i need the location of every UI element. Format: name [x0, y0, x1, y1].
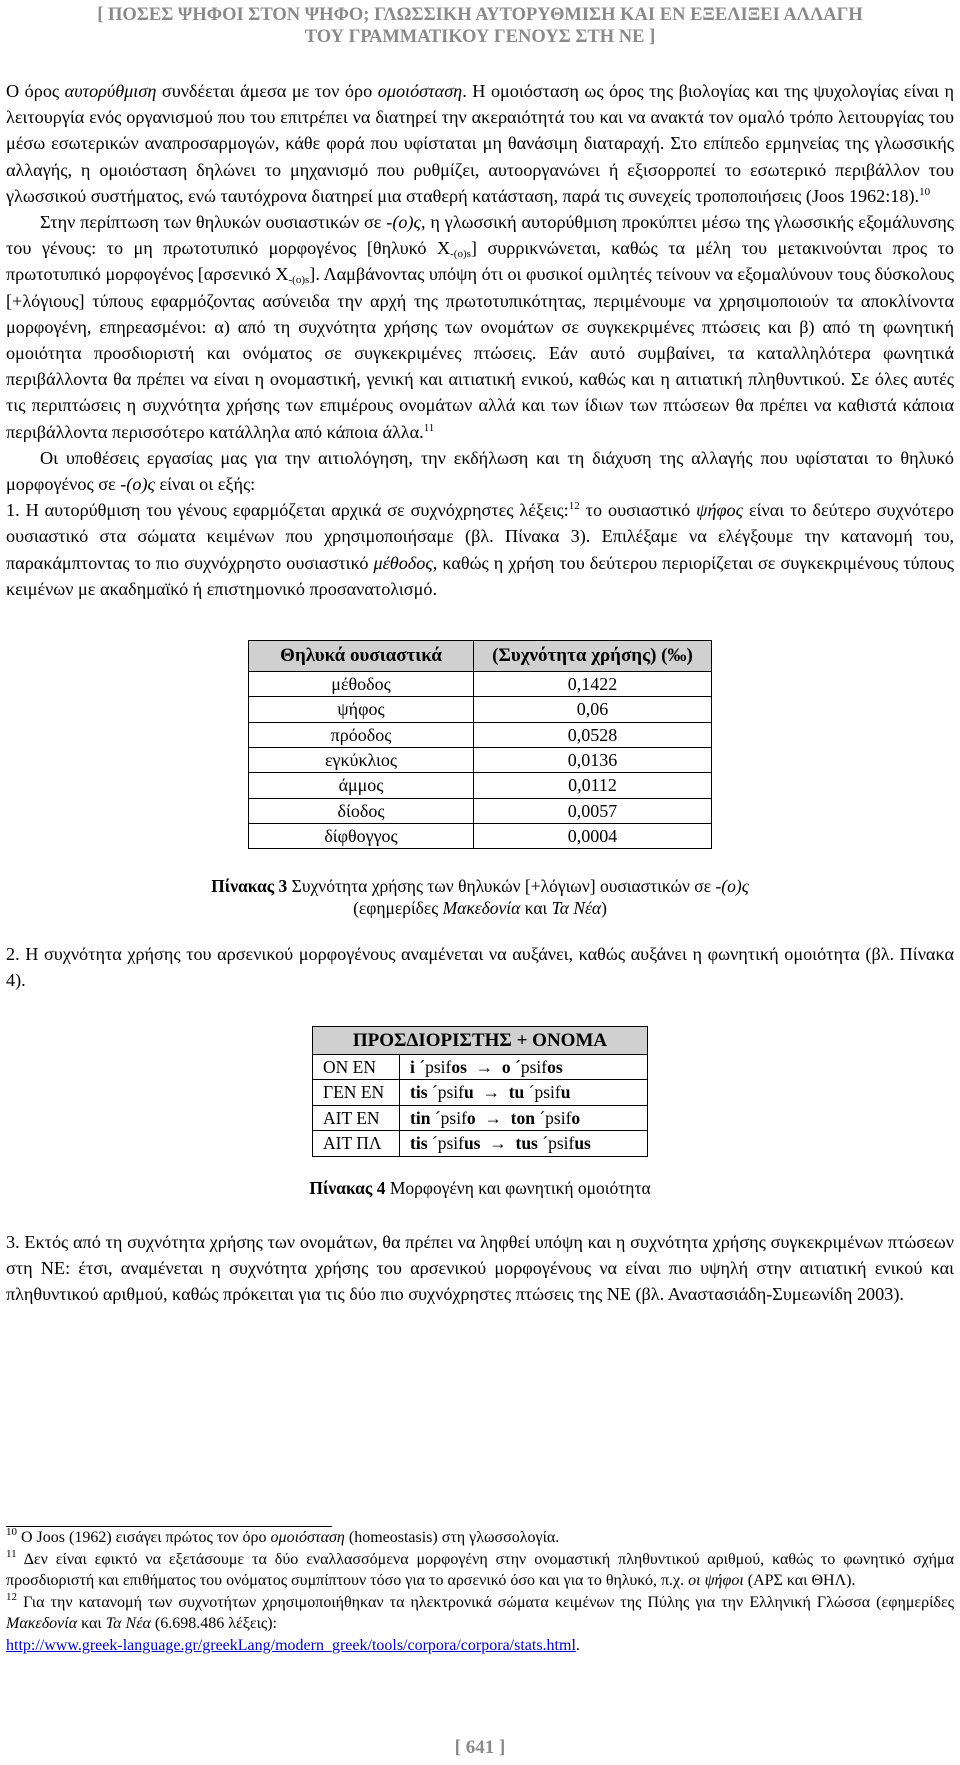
table-3 — [248, 640, 712, 849]
hypothesis-2: 2. Η συχνότητα χρήσης του αρσενικού μορφογένους αναμένεται να αυξάνει, καθώς αυξάνει η φωνητική ομοιότητα (βλ. Πίνακα 4). — [6, 944, 954, 991]
arrow-icon: → — [482, 1082, 500, 1103]
table-row: ΟΝ ΕΝ i ´psifos → o ´psifos — [313, 1054, 648, 1080]
hypothesis-1: 1. Η αυτορύθμιση του γένους εφαρμόζεται αρχικά σε συχνόχρηστες λέξεις:$^{12}$ το ουσιαστικό ψήφος είναι το δεύτερο συχνότερο ουσιαστικό στα σώματα κειμένων που χρησιμοποιήσαμε (βλ. Πίνακα 3). Επιλέξαμε να ελέγξουμε την κατανομή του, παρακάμπτοντας το πιο συχνόχρηστο ουσιαστικό μέθοδος, καθώς η χρήση του δεύτερου περιορίζεται σε συγκεκριμένους τύπους κειμένων με ακαδημαϊκό ή επιστημονικό προσανατολισμό. — [6, 500, 954, 599]
header-line-2: ΤΟΥ ΓΡΑΜΜΑΤΙΚΟΥ ΓΕΝΟΥΣ ΣΤΗ ΝΕ ] — [304, 27, 656, 47]
paragraph-1: Ο όρος αυτορύθμιση συνδέεται άμεσα με τον όρο ομοιόσταση. Η ομοιόσταση ως όρος της βιολογίας και της ψυχολογίας είναι η λειτουργία ενός οργανισμού που του επιτρέπει να διατηρεί την ακεραιότητά του και να ανακτά τον ομαλό τρόπο λειτουργίας του μέσω εσωτερικών αναπροσαρμογών, κάθε φορά που υφίσταται μη θανάσιμη διαταραχή. Στο επίπεδο ερμηνείας της γλωσσικής αλλαγής, η ομοιόσταση δηλώνει το μηχανισμό που ρυθμίζει, αυτοοργανώνει ή εξισορροπεί το εσωτερικό περιβάλλον του γλωσσικού συστήματος, ενώ ταυτόχρονα διατηρεί μια σταθερή κατάσταση, παρά τις συνεχείς τροποποιήσεις (Joos 1962:18).$^{10}$ — [6, 81, 954, 206]
table-3-header-frequency: (Συχνότητα χρήσης) (‰) — [474, 641, 712, 672]
table-row: ΓΕΝ ΕΝ tis ´psifu → tu ´psifu — [313, 1080, 648, 1106]
table-row: εγκύκλιος 0,0136 — [249, 747, 712, 772]
footnote-10: $^{10}$ Ο Joos (1962) εισάγει πρώτος τον όρο ομοιόσταση (homeostasis) στη γλωσσολογία. — [6, 1526, 560, 1546]
table-row: δίοδος 0,0057 — [249, 798, 712, 823]
running-header — [0, 4, 960, 48]
arrow-icon: → — [475, 1056, 494, 1077]
footnote-ref-10[interactable]: 10 — [919, 185, 931, 198]
table-row: ψήφος 0,06 — [249, 697, 712, 722]
main-text — [6, 78, 954, 1307]
table-row: ΑΙΤ ΕΝ tin ´psifo → ton ´psifo — [313, 1105, 648, 1131]
table-3-header-nouns: Θηλυκά ουσιαστικά — [249, 641, 474, 672]
paragraph-3: Οι υποθέσεις εργασίας μας για την αιτιολόγηση, την εκδήλωση και τη διάχυση της αλλαγής που υφίσταται το θηλυκό μορφογένος σε -(ο)ς είναι οι εξής: — [6, 447, 954, 495]
table-row: άμμος 0,0112 — [249, 773, 712, 798]
header-line-1: [ ΠΟΣΕΣ ΨΗΦΟΙ ΣΤΟΝ ΨΗΦΟ; ΓΛΩΣΣΙΚΗ ΑΥΤΟΡΥΘΜΙΣΗ ΚΑΙ ΕΝ ΕΞΕΛΙΞΕΙ ΑΛΛΑΓΗ — [97, 5, 863, 25]
corpus-stats-link[interactable]: http://www.greek-language.gr/greekLang/modern_greek/tools/corpora/corpora/stats.html — [6, 1636, 576, 1654]
table-4-header: ΠΡΟΣΔΙΟΡΙΣΤΗΣ + ΟΝΟΜΑ — [313, 1026, 648, 1054]
footnote-11: $^{11}$ Δεν είναι εφικτό να εξετάσουμε τα δύο εναλλασσόμενα μορφογένη στην ονομαστική πληθυντικού αριθμού, καθώς το φωνητικό σχήμα προσδιοριστή και επιθήματος του ονόματος συμπίπτουν τόσο για το αρσενικό όσο και για το θηλυκό, π.χ. οι ψήφοι (ΑΡΣ και ΘΗΛ). — [6, 1547, 954, 1589]
footnote-12: $^{12}$ Για την κατανομή των συχνοτήτων χρησιμοποιήθηκαν τα ηλεκτρονικά σώματα κειμένων της Πύλης για την Ελληνική Γλώσσα (εφημερίδες Μακεδονία και Τα Νέα (6.698.486 λέξεις): http://www.greek-language.gr/greekLang/modern_greek/tools/corpora/corpora/stats.html. — [6, 1590, 954, 1654]
arrow-icon: → — [484, 1107, 502, 1128]
arrow-icon: → — [489, 1133, 507, 1154]
table-3-caption: Πίνακας 3 Συχνότητα χρήσης των θηλυκών [+λόγιων] ουσιαστικών σε -(ο)ς (εφημερίδες Μακεδονία και Τα Νέα) — [211, 876, 749, 919]
footnote-ref-12[interactable]: 12 — [568, 500, 580, 513]
paragraph-2: Στην περίπτωση των θηλυκών ουσιαστικών σε -(ο)ς, η γλωσσική αυτορύθμιση προκύπτει μέσω της γλωσσικής εξομάλυνσης του γένους: το μη πρωτοτυπικό μορφογένος [θηλυκό $X_{-(o)s}$] συρρικνώνεται, καθώς τα μέλη του μετακινούνται προς το πρωτοτυπικό μορφογένος [αρσενικό $X_{-(o)s}$]. Λαμβάνοντας υπόψη ότι οι φυσικοί ομιλητές τείνουν να εξομαλύνουν τους δύσκολους [+λόγιους] τύπους εφαρμόζοντας ασύνειδα την αρχή της πρωτοτυπικότητας, περιμένουμε να χρησιμοποιούν τα αποκλίνοντα μορφογένη, επηρεασμένοι: α) από τη συχνότητα χρήσης των ονομάτων σε συγκεκριμένες πτώσεις και β) από τη φωνητική ομοιότητα προσδιοριστή και ονόματος σε συγκεκριμένες πτώσεις. Εάν αυτό συμβαίνει, τα καταλληλότερα φωνητικά περιβάλλοντα θα πρέπει να είναι η ονομαστική, γενική και αιτιατική ενικού, καθώς και η αιτιατική πληθυντικού. Σε όλες αυτές τις περιπτώσεις η συχνότητα χρήσης των επιμέρους ονομάτων αλλά και των ίδιων των πτώσεων θα πρέπει να καθιστά κάποια περιβάλλοντα περισσότερο κατάλληλα από κάποια άλλα.$^{11}$ — [6, 212, 954, 442]
hypothesis-3: 3. Εκτός από τη συχνότητα χρήσης των ονομάτων, θα πρέπει να ληφθεί υπόψη και η συχνότητα χρήσης συγκεκριμένων πτώσεων στη ΝΕ: έτσι, αναμένεται η συχνότητα χρήσης του αρσενικού μορφογένους να είναι πιο υψηλή στην αιτιατική ενικού και πληθυντικού αριθμού, καθώς πρόκειται για τις δύο πιο συχνόχρηστες πτώσεις της ΝΕ (βλ. Αναστασιάδη-Συμεωνίδη 2003). — [6, 1231, 954, 1304]
table-4-caption: Πίνακας 4 Μορφογένη και φωνητική ομοιότητα — [309, 1177, 651, 1198]
table-row: πρόοδος 0,0528 — [249, 722, 712, 747]
table-4 — [312, 1026, 648, 1157]
table-row: ΑΙΤ ΠΛ tis ´psifus → tus ´psifus — [313, 1131, 648, 1157]
table-row: μέθοδος 0,1422 — [249, 672, 712, 697]
table-row: δίφθογγος 0,0004 — [249, 823, 712, 848]
page-number: [ 641 ] — [454, 1737, 506, 1758]
footnote-ref-11[interactable]: 11 — [423, 421, 435, 434]
footnotes — [6, 1527, 954, 1656]
